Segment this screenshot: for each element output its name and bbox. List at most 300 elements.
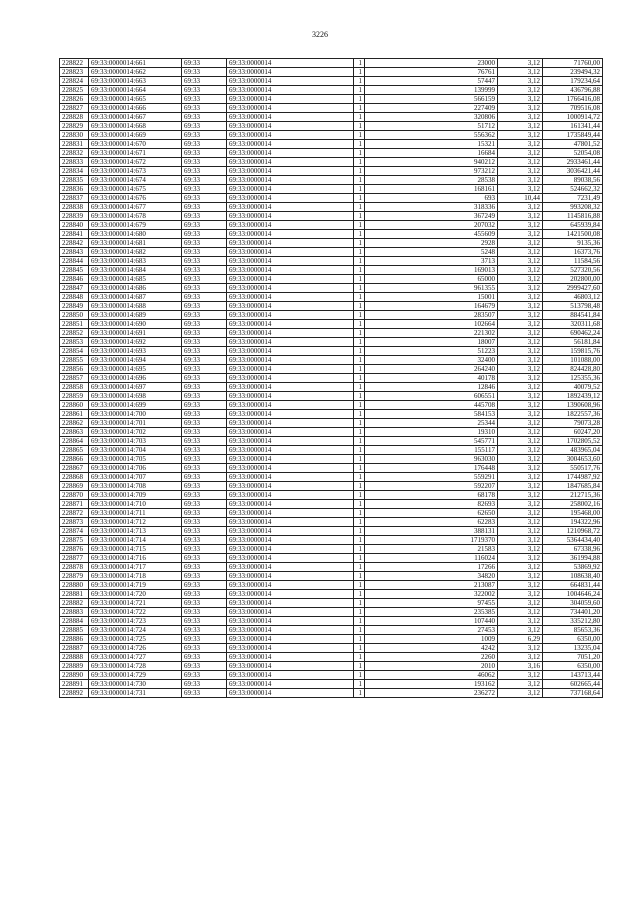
cadastral-value-cell: 3036421,44 <box>543 167 603 176</box>
cadastral-value-cell: 602665,44 <box>543 680 603 689</box>
cadastral-value-cell: 1847685,84 <box>543 482 603 491</box>
cadastral-value-cell: 60247,20 <box>543 428 603 437</box>
table-row <box>60 338 603 347</box>
area-cell: 155117 <box>365 446 498 455</box>
district-code-cell: 69:33 <box>182 311 227 320</box>
cadastral-number-cell: 69:33:0000014:662 <box>89 68 182 77</box>
table-row <box>60 644 603 653</box>
table-row <box>60 185 603 194</box>
category-flag-cell: 1 <box>354 689 365 698</box>
cadastral-value-cell: 11584,56 <box>543 257 603 266</box>
specific-value-cell: 3,12 <box>498 275 543 284</box>
cadastral-block-cell: 69:33:0000014 <box>227 473 354 482</box>
cadastral-value-cell: 690462,24 <box>543 329 603 338</box>
district-code-cell: 69:33 <box>182 230 227 239</box>
district-code-cell: 69:33 <box>182 581 227 590</box>
row-number-cell: 228860 <box>60 401 89 410</box>
area-cell: 388131 <box>365 527 498 536</box>
table-row <box>60 653 603 662</box>
cadastral-block-cell: 69:33:0000014 <box>227 536 354 545</box>
cadastral-number-cell: 69:33:0000014:694 <box>89 356 182 365</box>
row-number-cell: 228885 <box>60 626 89 635</box>
specific-value-cell: 3,12 <box>498 122 543 131</box>
row-number-cell: 228849 <box>60 302 89 311</box>
district-code-cell: 69:33 <box>182 662 227 671</box>
cadastral-number-cell: 69:33:0000014:664 <box>89 86 182 95</box>
district-code-cell: 69:33 <box>182 536 227 545</box>
area-cell: 1009 <box>365 635 498 644</box>
category-flag-cell: 1 <box>354 131 365 140</box>
cadastral-number-cell: 69:33:0000014:668 <box>89 122 182 131</box>
table-row <box>60 482 603 491</box>
cadastral-block-cell: 69:33:0000014 <box>227 293 354 302</box>
area-cell: 318336 <box>365 203 498 212</box>
cadastral-number-cell: 69:33:0000014:720 <box>89 590 182 599</box>
district-code-cell: 69:33 <box>182 410 227 419</box>
cadastral-number-cell: 69:33:0000014:701 <box>89 419 182 428</box>
district-code-cell: 69:33 <box>182 221 227 230</box>
table-row <box>60 257 603 266</box>
table-row <box>60 671 603 680</box>
specific-value-cell: 3,12 <box>498 77 543 86</box>
cadastral-block-cell: 69:33:0000014 <box>227 284 354 293</box>
category-flag-cell: 1 <box>354 194 365 203</box>
area-cell: 107440 <box>365 617 498 626</box>
area-cell: 367249 <box>365 212 498 221</box>
table-row <box>60 446 603 455</box>
cadastral-number-cell: 69:33:0000014:665 <box>89 95 182 104</box>
category-flag-cell: 1 <box>354 581 365 590</box>
row-number-cell: 228831 <box>60 140 89 149</box>
table-row <box>60 662 603 671</box>
district-code-cell: 69:33 <box>182 185 227 194</box>
district-code-cell: 69:33 <box>182 122 227 131</box>
district-code-cell: 69:33 <box>182 257 227 266</box>
cadastral-block-cell: 69:33:0000014 <box>227 338 354 347</box>
cadastral-block-cell: 69:33:0000014 <box>227 149 354 158</box>
cadastral-value-cell: 89038,56 <box>543 176 603 185</box>
cadastral-value-cell: 6350,00 <box>543 662 603 671</box>
cadastral-block-cell: 69:33:0000014 <box>227 464 354 473</box>
cadastral-value-cell: 161341,44 <box>543 122 603 131</box>
cadastral-value-cell: 1702805,52 <box>543 437 603 446</box>
table-row <box>60 293 603 302</box>
district-code-cell: 69:33 <box>182 59 227 68</box>
cadastral-value-cell: 1766416,08 <box>543 95 603 104</box>
table-row <box>60 680 603 689</box>
table-row <box>60 545 603 554</box>
district-code-cell: 69:33 <box>182 104 227 113</box>
cadastral-value-cell: 483965,04 <box>543 446 603 455</box>
cadastral-block-cell: 69:33:0000014 <box>227 347 354 356</box>
cadastral-block-cell: 69:33:0000014 <box>227 176 354 185</box>
cadastral-value-cell: 6350,00 <box>543 635 603 644</box>
category-flag-cell: 1 <box>354 266 365 275</box>
cadastral-value-cell: 125355,36 <box>543 374 603 383</box>
table-row <box>60 554 603 563</box>
cadastral-value-cell: 85653,36 <box>543 626 603 635</box>
table-row <box>60 509 603 518</box>
district-code-cell: 69:33 <box>182 149 227 158</box>
category-flag-cell: 1 <box>354 635 365 644</box>
area-cell: 68178 <box>365 491 498 500</box>
cadastral-block-cell: 69:33:0000014 <box>227 617 354 626</box>
district-code-cell: 69:33 <box>182 95 227 104</box>
area-cell: 34820 <box>365 572 498 581</box>
specific-value-cell: 3,12 <box>498 509 543 518</box>
table-row <box>60 122 603 131</box>
row-number-cell: 228847 <box>60 284 89 293</box>
cadastral-number-cell: 69:33:0000014:716 <box>89 554 182 563</box>
table-row <box>60 275 603 284</box>
category-flag-cell: 1 <box>354 284 365 293</box>
category-flag-cell: 1 <box>354 392 365 401</box>
area-cell: 2928 <box>365 239 498 248</box>
row-number-cell: 228864 <box>60 437 89 446</box>
cadastral-number-cell: 69:33:0000014:723 <box>89 617 182 626</box>
cadastral-number-cell: 69:33:0000014:692 <box>89 338 182 347</box>
district-code-cell: 69:33 <box>182 167 227 176</box>
cadastral-number-cell: 69:33:0000014:731 <box>89 689 182 698</box>
area-cell: 62283 <box>365 518 498 527</box>
row-number-cell: 228824 <box>60 77 89 86</box>
area-cell: 973212 <box>365 167 498 176</box>
cadastral-value-cell: 335212,80 <box>543 617 603 626</box>
specific-value-cell: 3,12 <box>498 185 543 194</box>
row-number-cell: 228869 <box>60 482 89 491</box>
area-cell: 3713 <box>365 257 498 266</box>
row-number-cell: 228852 <box>60 329 89 338</box>
specific-value-cell: 3,12 <box>498 581 543 590</box>
table-row <box>60 428 603 437</box>
area-cell: 19310 <box>365 428 498 437</box>
cadastral-block-cell: 69:33:0000014 <box>227 626 354 635</box>
area-cell: 65000 <box>365 275 498 284</box>
table-row <box>60 581 603 590</box>
row-number-cell: 228890 <box>60 671 89 680</box>
table-row <box>60 563 603 572</box>
category-flag-cell: 1 <box>354 662 365 671</box>
specific-value-cell: 3,12 <box>498 446 543 455</box>
district-code-cell: 69:33 <box>182 302 227 311</box>
category-flag-cell: 1 <box>354 212 365 221</box>
category-flag-cell: 1 <box>354 617 365 626</box>
cadastral-block-cell: 69:33:0000014 <box>227 59 354 68</box>
specific-value-cell: 3,12 <box>498 464 543 473</box>
cadastral-block-cell: 69:33:0000014 <box>227 581 354 590</box>
area-cell: 545771 <box>365 437 498 446</box>
specific-value-cell: 3,12 <box>498 302 543 311</box>
row-number-cell: 228839 <box>60 212 89 221</box>
area-cell: 213087 <box>365 581 498 590</box>
category-flag-cell: 1 <box>354 338 365 347</box>
cadastral-block-cell: 69:33:0000014 <box>227 545 354 554</box>
table-row <box>60 617 603 626</box>
specific-value-cell: 3,12 <box>498 221 543 230</box>
cadastral-value-cell: 824428,80 <box>543 365 603 374</box>
cadastral-value-cell: 2933461,44 <box>543 158 603 167</box>
cadastral-number-cell: 69:33:0000014:706 <box>89 464 182 473</box>
area-cell: 16684 <box>365 149 498 158</box>
category-flag-cell: 1 <box>354 149 365 158</box>
cadastral-number-cell: 69:33:0000014:674 <box>89 176 182 185</box>
table-row <box>60 158 603 167</box>
cadastral-number-cell: 69:33:0000014:675 <box>89 185 182 194</box>
cadastral-block-cell: 69:33:0000014 <box>227 401 354 410</box>
specific-value-cell: 3,12 <box>498 419 543 428</box>
cadastral-block-cell: 69:33:0000014 <box>227 572 354 581</box>
table-row <box>60 194 603 203</box>
cadastral-number-cell: 69:33:0000014:724 <box>89 626 182 635</box>
area-cell: 2010 <box>365 662 498 671</box>
district-code-cell: 69:33 <box>182 446 227 455</box>
table-row <box>60 77 603 86</box>
row-number-cell: 228877 <box>60 554 89 563</box>
cadastral-value-cell: 56181,84 <box>543 338 603 347</box>
area-cell: 102664 <box>365 320 498 329</box>
area-cell: 12846 <box>365 383 498 392</box>
cadastral-block-cell: 69:33:0000014 <box>227 230 354 239</box>
cadastral-block-cell: 69:33:0000014 <box>227 689 354 698</box>
category-flag-cell: 1 <box>354 104 365 113</box>
cadastral-number-cell: 69:33:0000014:661 <box>89 59 182 68</box>
district-code-cell: 69:33 <box>182 680 227 689</box>
cadastral-number-cell: 69:33:0000014:667 <box>89 113 182 122</box>
specific-value-cell: 3,12 <box>498 257 543 266</box>
category-flag-cell: 1 <box>354 203 365 212</box>
district-code-cell: 69:33 <box>182 266 227 275</box>
row-number-cell: 228866 <box>60 455 89 464</box>
table-row <box>60 329 603 338</box>
cadastral-value-cell: 884541,84 <box>543 311 603 320</box>
district-code-cell: 69:33 <box>182 437 227 446</box>
cadastral-block-cell: 69:33:0000014 <box>227 212 354 221</box>
cadastral-number-cell: 69:33:0000014:683 <box>89 257 182 266</box>
category-flag-cell: 1 <box>354 86 365 95</box>
cadastral-value-cell: 195468,00 <box>543 509 603 518</box>
table-row <box>60 635 603 644</box>
district-code-cell: 69:33 <box>182 590 227 599</box>
table-row <box>60 95 603 104</box>
cadastral-number-cell: 69:33:0000014:721 <box>89 599 182 608</box>
category-flag-cell: 1 <box>354 653 365 662</box>
row-number-cell: 228853 <box>60 338 89 347</box>
cadastral-value-cell: 7231,49 <box>543 194 603 203</box>
row-number-cell: 228845 <box>60 266 89 275</box>
cadastral-number-cell: 69:33:0000014:730 <box>89 680 182 689</box>
cadastral-number-cell: 69:33:0000014:689 <box>89 311 182 320</box>
cadastral-block-cell: 69:33:0000014 <box>227 221 354 230</box>
cadastral-number-cell: 69:33:0000014:729 <box>89 671 182 680</box>
district-code-cell: 69:33 <box>182 428 227 437</box>
specific-value-cell: 3,12 <box>498 86 543 95</box>
cadastral-value-cell: 47801,52 <box>543 140 603 149</box>
specific-value-cell: 3,12 <box>498 644 543 653</box>
category-flag-cell: 1 <box>354 176 365 185</box>
row-number-cell: 228891 <box>60 680 89 689</box>
cadastral-value-cell: 239494,32 <box>543 68 603 77</box>
district-code-cell: 69:33 <box>182 518 227 527</box>
area-cell: 556362 <box>365 131 498 140</box>
table-row <box>60 239 603 248</box>
specific-value-cell: 3,12 <box>498 473 543 482</box>
cadastral-block-cell: 69:33:0000014 <box>227 653 354 662</box>
cadastral-value-cell: 67338,96 <box>543 545 603 554</box>
table-row <box>60 59 603 68</box>
table-row <box>60 392 603 401</box>
row-number-cell: 228861 <box>60 410 89 419</box>
cadastral-value-cell: 52054,08 <box>543 149 603 158</box>
cadastral-block-cell: 69:33:0000014 <box>227 662 354 671</box>
cadastral-block-cell: 69:33:0000014 <box>227 104 354 113</box>
table-row <box>60 140 603 149</box>
cadastral-block-cell: 69:33:0000014 <box>227 491 354 500</box>
area-cell: 25344 <box>365 419 498 428</box>
specific-value-cell: 3,12 <box>498 608 543 617</box>
cadastral-value-cell: 16373,76 <box>543 248 603 257</box>
area-cell: 1719370 <box>365 536 498 545</box>
area-cell: 221302 <box>365 329 498 338</box>
specific-value-cell: 3,12 <box>498 284 543 293</box>
category-flag-cell: 1 <box>354 554 365 563</box>
specific-value-cell: 3,12 <box>498 131 543 140</box>
district-code-cell: 69:33 <box>182 86 227 95</box>
cadastral-value-cell: 2999427,60 <box>543 284 603 293</box>
district-code-cell: 69:33 <box>182 572 227 581</box>
category-flag-cell: 1 <box>354 311 365 320</box>
cadastral-number-cell: 69:33:0000014:705 <box>89 455 182 464</box>
area-cell: 2260 <box>365 653 498 662</box>
specific-value-cell: 3,12 <box>498 203 543 212</box>
cadastral-value-cell: 513798,48 <box>543 302 603 311</box>
specific-value-cell: 3,12 <box>498 536 543 545</box>
cadastral-number-cell: 69:33:0000014:684 <box>89 266 182 275</box>
table-row <box>60 473 603 482</box>
cadastral-value-cell: 1421500,08 <box>543 230 603 239</box>
category-flag-cell: 1 <box>354 644 365 653</box>
category-flag-cell: 1 <box>354 275 365 284</box>
cadastral-number-cell: 69:33:0000014:687 <box>89 293 182 302</box>
table-row <box>60 230 603 239</box>
category-flag-cell: 1 <box>354 563 365 572</box>
category-flag-cell: 1 <box>354 482 365 491</box>
table-row <box>60 302 603 311</box>
table-row <box>60 518 603 527</box>
row-number-cell: 228855 <box>60 356 89 365</box>
area-cell: 176448 <box>365 464 498 473</box>
row-number-cell: 228838 <box>60 203 89 212</box>
cadastral-value-cell: 1735849,44 <box>543 131 603 140</box>
category-flag-cell: 1 <box>354 230 365 239</box>
category-flag-cell: 1 <box>354 437 365 446</box>
area-cell: 164679 <box>365 302 498 311</box>
category-flag-cell: 1 <box>354 680 365 689</box>
cadastral-value-cell: 9135,36 <box>543 239 603 248</box>
row-number-cell: 228880 <box>60 581 89 590</box>
area-cell: 28538 <box>365 176 498 185</box>
cadastral-block-cell: 69:33:0000014 <box>227 599 354 608</box>
district-code-cell: 69:33 <box>182 617 227 626</box>
row-number-cell: 228878 <box>60 563 89 572</box>
cadastral-number-cell: 69:33:0000014:678 <box>89 212 182 221</box>
category-flag-cell: 1 <box>354 419 365 428</box>
cadastral-number-cell: 69:33:0000014:690 <box>89 320 182 329</box>
row-number-cell: 228892 <box>60 689 89 698</box>
cadastral-value-cell: 436796,88 <box>543 86 603 95</box>
row-number-cell: 228830 <box>60 131 89 140</box>
cadastral-block-cell: 69:33:0000014 <box>227 158 354 167</box>
cadastral-number-cell: 69:33:0000014:717 <box>89 563 182 572</box>
table-row <box>60 221 603 230</box>
row-number-cell: 228856 <box>60 365 89 374</box>
cadastral-value-cell: 737168,64 <box>543 689 603 698</box>
cadastral-number-cell: 69:33:0000014:697 <box>89 383 182 392</box>
cadastral-block-cell: 69:33:0000014 <box>227 86 354 95</box>
cadastral-value-cell: 40079,52 <box>543 383 603 392</box>
specific-value-cell: 3,12 <box>498 68 543 77</box>
table-row <box>60 356 603 365</box>
category-flag-cell: 1 <box>354 410 365 419</box>
cadastral-number-cell: 69:33:0000014:681 <box>89 239 182 248</box>
area-cell: 62650 <box>365 509 498 518</box>
specific-value-cell: 3,12 <box>498 293 543 302</box>
cadastral-number-cell: 69:33:0000014:727 <box>89 653 182 662</box>
specific-value-cell: 3,12 <box>498 356 543 365</box>
district-code-cell: 69:33 <box>182 545 227 554</box>
cadastral-value-cell: 1145816,88 <box>543 212 603 221</box>
cadastral-number-cell: 69:33:0000014:682 <box>89 248 182 257</box>
cadastral-block-cell: 69:33:0000014 <box>227 437 354 446</box>
table-row <box>60 347 603 356</box>
cadastral-number-cell: 69:33:0000014:712 <box>89 518 182 527</box>
row-number-cell: 228822 <box>60 59 89 68</box>
cadastral-number-cell: 69:33:0000014:718 <box>89 572 182 581</box>
area-cell: 584153 <box>365 410 498 419</box>
specific-value-cell: 3,12 <box>498 266 543 275</box>
category-flag-cell: 1 <box>354 221 365 230</box>
district-code-cell: 69:33 <box>182 248 227 257</box>
specific-value-cell: 3,12 <box>498 689 543 698</box>
table-row <box>60 608 603 617</box>
category-flag-cell: 1 <box>354 401 365 410</box>
specific-value-cell: 3,12 <box>498 437 543 446</box>
cadastral-block-cell: 69:33:0000014 <box>227 194 354 203</box>
cadastral-number-cell: 69:33:0000014:703 <box>89 437 182 446</box>
area-cell: 455609 <box>365 230 498 239</box>
row-number-cell: 228870 <box>60 491 89 500</box>
cadastral-block-cell: 69:33:0000014 <box>227 644 354 653</box>
area-cell: 17266 <box>365 563 498 572</box>
cadastral-block-cell: 69:33:0000014 <box>227 167 354 176</box>
cadastral-number-cell: 69:33:0000014:715 <box>89 545 182 554</box>
category-flag-cell: 1 <box>354 671 365 680</box>
table-row <box>60 167 603 176</box>
row-number-cell: 228842 <box>60 239 89 248</box>
cadastral-number-cell: 69:33:0000014:673 <box>89 167 182 176</box>
district-code-cell: 69:33 <box>182 347 227 356</box>
cadastral-block-cell: 69:33:0000014 <box>227 482 354 491</box>
cadastral-block-cell: 69:33:0000014 <box>227 122 354 131</box>
district-code-cell: 69:33 <box>182 320 227 329</box>
category-flag-cell: 1 <box>354 509 365 518</box>
category-flag-cell: 1 <box>354 95 365 104</box>
district-code-cell: 69:33 <box>182 464 227 473</box>
area-cell: 27453 <box>365 626 498 635</box>
row-number-cell: 228859 <box>60 392 89 401</box>
cadastral-block-cell: 69:33:0000014 <box>227 140 354 149</box>
cadastral-value-cell: 550517,76 <box>543 464 603 473</box>
row-number-cell: 228876 <box>60 545 89 554</box>
